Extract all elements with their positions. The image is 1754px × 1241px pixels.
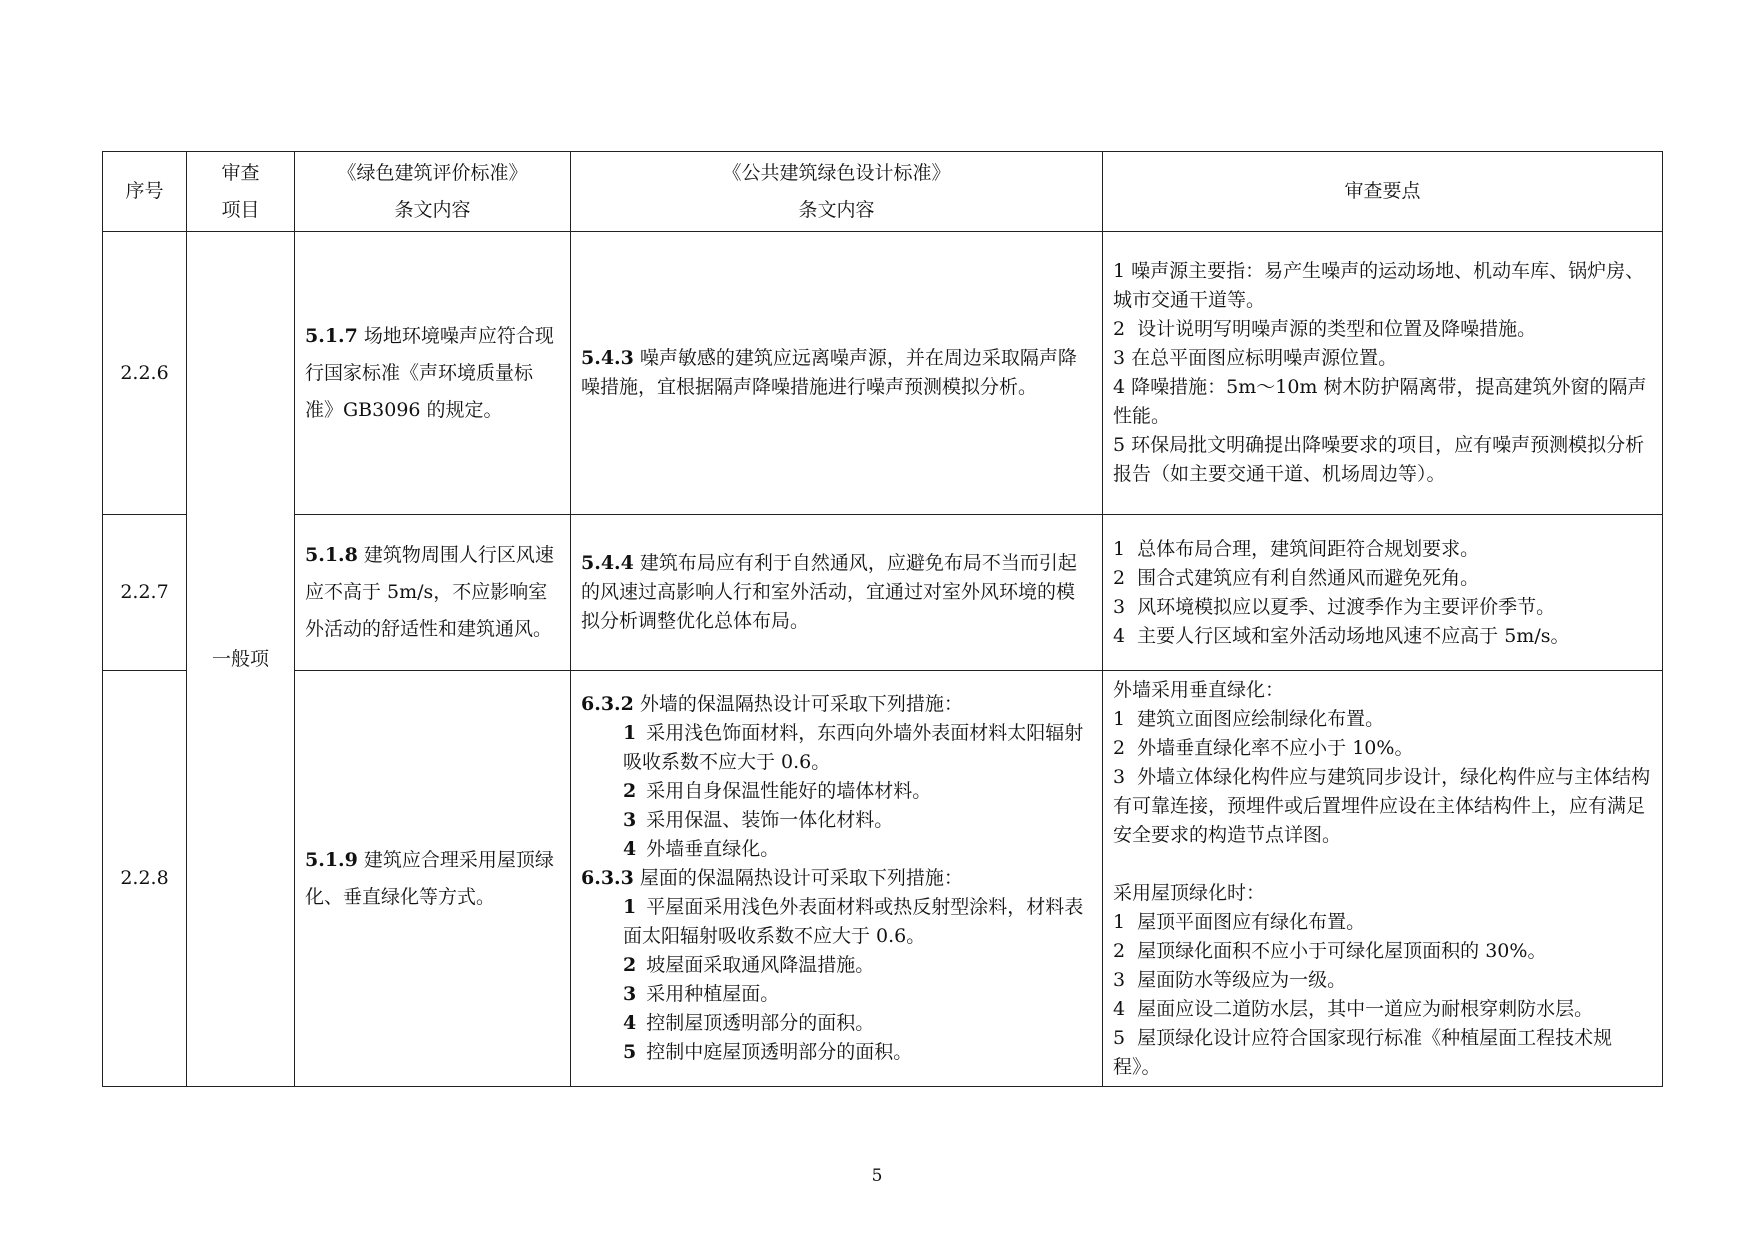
review-point: 4 降噪措施：5m～10m 树木防护隔离带，提高建筑外窗的隔声性能。 [1113, 376, 1647, 427]
public-clause-item [581, 835, 1092, 864]
public-clause-heading [581, 864, 1092, 893]
item-text: 外墙垂直绿化。 [646, 838, 780, 860]
public-standard-cell [571, 671, 1103, 1087]
item-number: 3 [623, 983, 637, 1005]
review-point: 1 屋顶平面图应有绿化布置。 [1113, 910, 1366, 933]
public-clause-text: 噪声敏感的建筑应远离噪声源，并在周边采取隔声降噪措施，宜根据隔声降噪措施进行噪声预测模拟分析。 [581, 347, 1077, 398]
category-cell [187, 232, 295, 1087]
table-header-row [103, 152, 1663, 232]
item-text: 采用保温、装饰一体化材料。 [646, 809, 894, 831]
header-item [187, 152, 295, 232]
category-label: 一般项 [211, 647, 269, 670]
public-clause-text: 建筑布局应有利于自然通风，应避免布局不当而引起的风速过高影响人行和室外活动，宜通过对室外风环境的模拟分析调整优化总体布局。 [581, 552, 1077, 632]
review-points-subtitle: 采用屋顶绿化时： [1113, 881, 1266, 904]
page-number: 5 [871, 1166, 883, 1186]
table-row [103, 671, 1663, 1087]
item-text: 采用种植屋面。 [646, 983, 780, 1005]
review-point: 5 环保局批文明确提出降噪要求的项目，应有噪声预测模拟分析报告（如主要交通干道、机场周边等）。 [1113, 434, 1645, 485]
review-point: 4 屋面应设二道防水层，其中一道应为耐根穿刺防水层。 [1113, 997, 1594, 1020]
item-number: 2 [623, 780, 637, 802]
review-table [102, 151, 1663, 1087]
public-clause-number: 6.3.3 [581, 867, 634, 889]
row-number: 2.2.8 [103, 671, 187, 1087]
review-point: 1 总体布局合理，建筑间距符合规划要求。 [1113, 537, 1480, 560]
header-public-line2: 条文内容 [798, 198, 875, 221]
header-green-line1: 《绿色建筑评价标准》 [337, 161, 528, 184]
review-point: 3 外墙立体绿化构件应与建筑同步设计，绿化构件应与主体结构有可靠连接，预埋件或后置埋件应设在主体结构件上，应有满足安全要求的构造节点详图。 [1113, 765, 1651, 846]
header-no-text: 序号 [125, 180, 164, 202]
review-point: 2 外墙垂直绿化率不应小于 10%。 [1113, 736, 1414, 759]
header-review-points [1103, 152, 1663, 232]
item-text: 坡屋面采取通风降温措施。 [646, 954, 875, 976]
header-points-text: 审查要点 [1344, 180, 1421, 202]
review-point: 2 屋顶绿化面积不应小于可绿化屋顶面积的 30%。 [1113, 939, 1547, 962]
review-point: 4 主要人行区域和室外活动场地风速不应高于 5m/s。 [1113, 624, 1570, 647]
review-point: 2 设计说明写明噪声源的类型和位置及降噪措施。 [1113, 318, 1537, 340]
green-clause-number: 5.1.9 [305, 848, 358, 871]
header-item-line1: 审查 [221, 161, 260, 184]
header-item-line2: 项目 [221, 198, 260, 221]
row-number: 2.2.6 [103, 232, 187, 515]
header-green-standard [295, 152, 571, 232]
row-number: 2.2.7 [103, 515, 187, 671]
public-clause-item [581, 777, 1092, 806]
green-standard-cell [295, 671, 571, 1087]
public-clause-number: 5.4.3 [581, 347, 634, 369]
review-point: 2 围合式建筑应有利自然通风而避免死角。 [1113, 566, 1480, 589]
item-number: 5 [623, 1041, 637, 1063]
item-number: 1 [623, 896, 637, 918]
spacer [1113, 850, 1652, 879]
header-green-line2: 条文内容 [394, 198, 471, 221]
public-clause-item [581, 951, 1092, 980]
table-row [103, 232, 1663, 515]
public-standard-cell [571, 232, 1103, 515]
public-clause-number: 6.3.2 [581, 693, 634, 715]
green-clause-number: 5.1.7 [305, 324, 358, 347]
header-public-standard [571, 152, 1103, 232]
item-number: 2 [623, 954, 637, 976]
review-point: 1 噪声源主要指：易产生噪声的运动场地、机动车库、锅炉房、城市交通干道等。 [1113, 260, 1645, 311]
table-row [103, 515, 1663, 671]
green-clause-text: 场地环境噪声应符合现行国家标准《声环境质量标准》GB3096 的规定。 [305, 324, 554, 421]
review-points-subtitle: 外墙采用垂直绿化： [1113, 678, 1285, 701]
item-number: 4 [623, 838, 637, 860]
public-clause-item [581, 806, 1092, 835]
review-points-cell [1103, 515, 1663, 671]
review-point: 1 建筑立面图应绘制绿化布置。 [1113, 707, 1385, 730]
review-point: 3 风环境模拟应以夏季、过渡季作为主要评价季节。 [1113, 595, 1556, 618]
item-number: 3 [623, 809, 637, 831]
green-clause-text: 建筑物周围人行区风速应不高于 5m/s，不应影响室外活动的舒适性和建筑通风。 [305, 544, 554, 640]
item-number: 1 [623, 722, 637, 744]
public-clause-item [581, 1038, 1092, 1067]
review-point: 3 屋面防水等级应为一级。 [1113, 968, 1347, 991]
review-points-cell [1103, 232, 1663, 515]
public-standard-cell [571, 515, 1103, 671]
public-clause-heading [581, 690, 1092, 719]
green-standard-cell [295, 515, 571, 671]
header-public-line1: 《公共建筑绿色设计标准》 [722, 161, 951, 184]
item-number: 4 [623, 1012, 637, 1034]
public-clause-item [581, 719, 1092, 777]
public-clause-item [581, 980, 1092, 1009]
review-point: 5 屋顶绿化设计应符合国家现行标准《种植屋面工程技术规程》。 [1113, 1026, 1613, 1078]
public-clause-title: 外墙的保温隔热设计可采取下列措施： [639, 693, 963, 715]
item-text: 采用浅色饰面材料，东西向外墙外表面材料太阳辐射吸收系数不应大于 0.6。 [623, 722, 1084, 773]
public-clause-title: 屋面的保温隔热设计可采取下列措施： [639, 867, 963, 889]
review-points-cell [1103, 671, 1663, 1087]
item-text: 采用自身保温性能好的墙体材料。 [646, 780, 932, 802]
review-point: 3 在总平面图应标明噪声源位置。 [1113, 347, 1398, 369]
green-clause-number: 5.1.8 [305, 544, 358, 566]
green-clause-text: 建筑应合理采用屋顶绿化、垂直绿化等方式。 [305, 848, 554, 908]
public-clause-item [581, 893, 1092, 951]
public-clause-number: 5.4.4 [581, 552, 634, 574]
green-standard-cell [295, 232, 571, 515]
item-text: 平屋面采用浅色外表面材料或热反射型涂料，材料表面太阳辐射吸收系数不应大于 0.6。 [623, 896, 1084, 947]
item-text: 控制屋顶透明部分的面积。 [646, 1012, 875, 1034]
public-clause-item [581, 1009, 1092, 1038]
item-text: 控制中庭屋顶透明部分的面积。 [646, 1041, 913, 1063]
header-no [103, 152, 187, 232]
